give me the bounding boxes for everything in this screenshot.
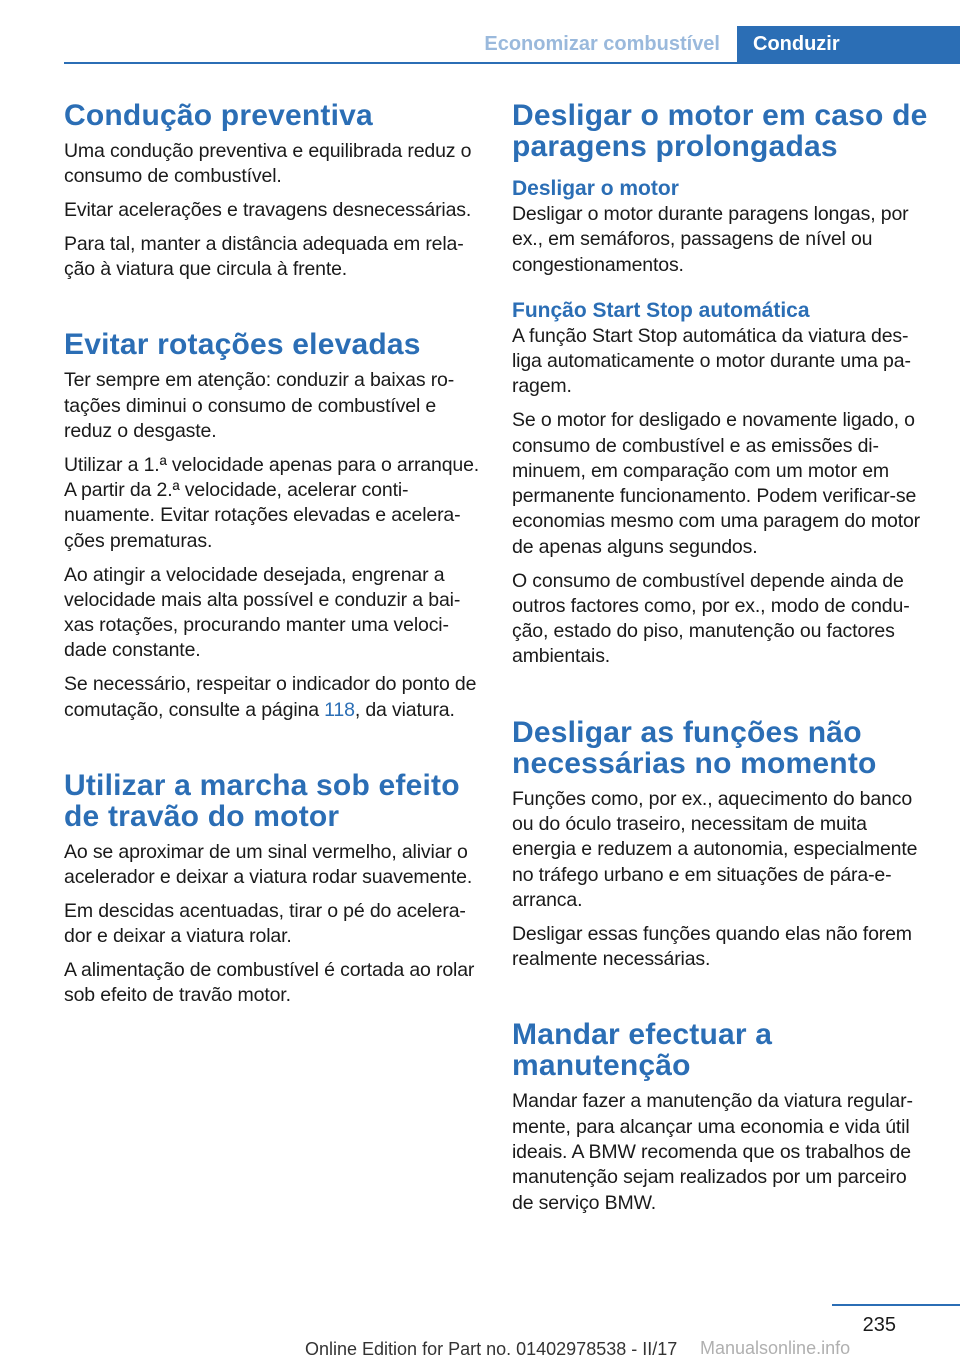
paragraph: Funções como, por ex., aquecimento do banco ou do óculo traseiro, necessitam de muita energia e reduzem a autonomia, especialmente no tráfego urbano e em situações de pára-e-arranca. (512, 787, 918, 911)
footer-rule (832, 1304, 960, 1306)
section-title-switch-off-engine: Desligar o motor em caso de paragens prolongadas (512, 99, 928, 163)
paragraph: Ter sempre em atenção: conduzir a baixas rotações diminui o consumo de combustível e reduz o desgaste. (64, 369, 455, 443)
header-chapter-tab: Conduzir (737, 26, 960, 64)
section-title-switch-off-functions: Desligar as funções não necessárias no momento (512, 715, 877, 780)
section-title-avoid-high-revs: Evitar rotações elevadas (64, 328, 421, 362)
paragraph-text: Se necessário, respeitar o indicador do ponto de comutação, consulte a página (64, 673, 477, 721)
page-number: 235 (862, 1314, 896, 1336)
header-section-title: Economizar combustível (484, 33, 720, 55)
paragraph: Evitar acelerações e travagens desnecessárias. (64, 199, 472, 222)
section-title-engine-braking: Utilizar a marcha sob efeito de travão do motor (64, 768, 460, 833)
paragraph: Ao atingir a velocidade desejada, engrenar a velocidade mais alta possível e conduzir a baixas rotações, procurando manter uma velocidade constante. (64, 563, 461, 662)
paragraph: Desligar essas funções quando elas não forem realmente necessárias. (512, 922, 912, 971)
subsection-title-auto-start-stop: Função Start Stop automática (512, 298, 810, 322)
paragraph: Utilizar a 1.ª velocidade apenas para o arranque. A partir da 2.ª velocidade, acelerar continuamente. Evitar rotações elevadas e acelerações prematuras. (64, 453, 480, 552)
paragraph: Ao se aproximar de um sinal vermelho, aliviar o acelerador e deixar a viatura rodar suavemente. (64, 840, 473, 889)
paragraph-text: , da viatura. (354, 698, 455, 721)
paragraph: Uma condução preventiva e equilibrada reduz o consumo de combustível. (64, 140, 472, 188)
paragraph: Em descidas acentuadas, tirar o pé do acelerador e deixar a viatura rolar. (64, 899, 466, 948)
left-column (64, 100, 480, 1017)
paragraph: Desligar o motor durante paragens longas, por ex., em semáforos, passagens de nível ou congestionamentos. (512, 203, 909, 276)
paragraph: Se o motor for desligado e novamente ligado, o consumo de combustível e as emissões diminuem, em comparação com um motor em permanente funcionamento. Podem verificar-se economias mesmo com uma paragem do motor de apenas alguns segundos. (512, 409, 921, 558)
section-title-maintenance: Mandar efectuar a manutenção (512, 1018, 773, 1083)
right-column (512, 100, 928, 1224)
section-title-preventive-driving: Condução preventiva (64, 99, 373, 132)
page-reference-link[interactable]: 118 (324, 698, 355, 721)
paragraph: A função Start Stop automática da viatura desliga automaticamente o motor durante uma paragem. (512, 324, 911, 398)
paragraph: Para tal, manter a distância adequada em relação à viatura que circula à frente. (64, 232, 464, 281)
watermark: Manualsonline.info (700, 1338, 851, 1358)
paragraph: O consumo de combustível depende ainda de outros factores como, por ex., modo de condução, estado do piso, manutenção ou factores ambientais. (512, 569, 910, 668)
paragraph-with-page-ref (64, 672, 480, 723)
subsection-title-switch-off-engine: Desligar o motor (512, 177, 679, 200)
paragraph: Mandar fazer a manutenção da viatura regularmente, para alcançar uma economia e vida útil ideais. A BMW recomenda que os trabalhos de manutenção sejam realizados por um parceiro de serviço BMW. (512, 1090, 913, 1214)
header-rule (64, 62, 960, 64)
edition-footer-text: Online Edition for Part no. 01402978538 - II/17 (305, 1339, 678, 1359)
paragraph: A alimentação de combustível é cortada ao rolar sob efeito de travão motor. (64, 959, 475, 1007)
